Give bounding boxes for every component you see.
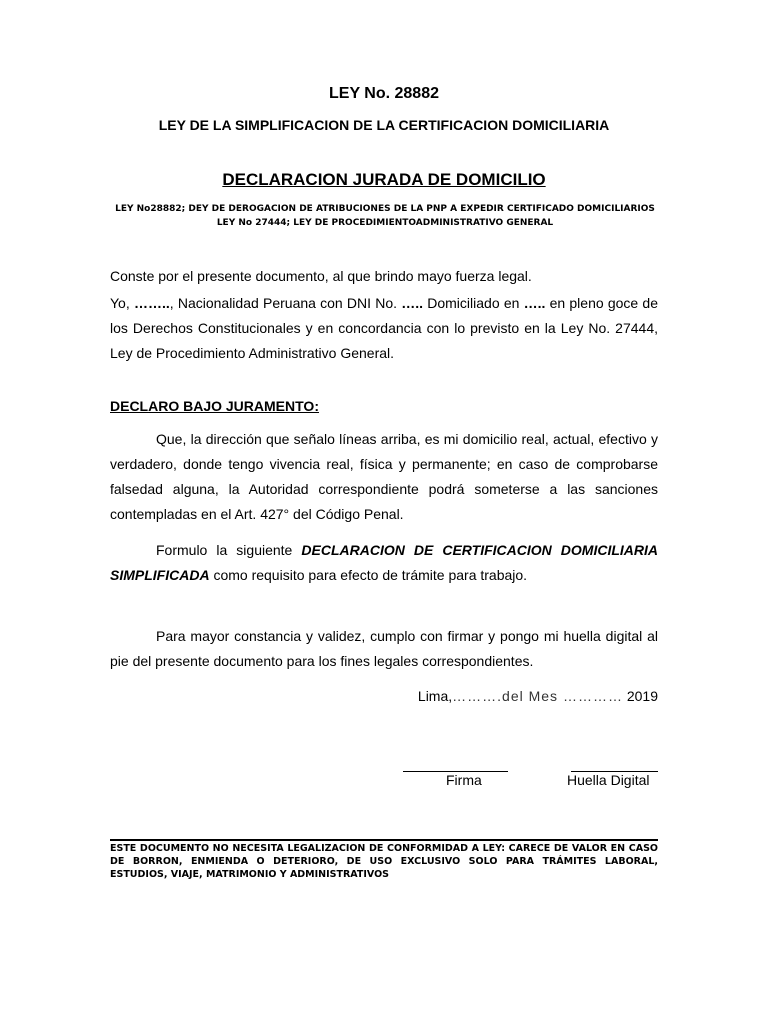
- document-title: DECLARACION JURADA DE DOMICILIO: [222, 170, 546, 189]
- date-line: [110, 684, 658, 709]
- law-number: LEY No. 28882: [329, 85, 439, 102]
- footer-note: ESTE DOCUMENTO NO NECESITA LEGALIZACION DE CONFORMIDAD A LEY: CARECE DE VALOR EN CASO DE BORRON, ENMIENDA O DETERIORO, DE USO EXCLUSIVO SOLO PARA TRÁMITES LABORAL, ESTUDIOS, VIAJE, MATRIMONIO Y ADMINISTRATIVOS: [110, 839, 658, 881]
- name-blank: ……..: [133, 295, 170, 311]
- yo-text-4: en pleno goce de los Derechos Constitucionales y en concordancia con lo previsto en la Ley No. 27444, Ley de Procedimiento Administrativo General.: [110, 295, 658, 361]
- dni-blank: …..: [401, 295, 424, 311]
- signature-label: Firma: [446, 772, 482, 788]
- declaro-heading: DECLARO BAJO JURAMENTO:: [110, 398, 319, 414]
- yo-text-3: Domiciliado en: [423, 295, 524, 311]
- para-paragraph: Para mayor constancia y validez, cumplo con firmar y pongo mi huella digital al pie del presente documento para los fines legales correspondientes.: [110, 628, 658, 669]
- yo-text-1: Yo,: [110, 295, 134, 311]
- fingerprint-label: Huella Digital: [567, 772, 650, 788]
- que-paragraph: Que, la dirección que señalo líneas arriba, es mi domicilio real, actual, efectivo y verdadero, donde tengo vivencia real, física y permanente; en caso de comprobarse falsedad alguna, la Autoridad correspondiente podrá someterse a las sanciones contempladas en el Art. 427° del Código Penal.: [110, 431, 658, 522]
- formulo-text-2: como requisito para efecto de trámite para trabajo.: [209, 567, 528, 583]
- legal-references: LEY No28882; DEY DE DEROGACION DE ATRIBUCIONES DE LA PNP A EXPEDIR CERTIFICADO DOMICILIARIOS LEY No 27444; LEY DE PROCEDIMIENTOADMINISTRATIVO GENERAL: [115, 204, 655, 228]
- city-label: Lima,: [417, 688, 453, 704]
- formulo-emphasis: DECLARACION DE CERTIFICACION DOMICILIARIA SIMPLIFICADA: [110, 542, 659, 583]
- day-blank: ……….: [452, 688, 503, 704]
- formulo-paragraph: [110, 538, 658, 588]
- address-blank: …..: [523, 295, 546, 311]
- formulo-text-1: Formulo la siguiente: [156, 542, 302, 558]
- month-blank: …………: [562, 688, 623, 704]
- year-label: 2019: [622, 688, 658, 704]
- conste-paragraph: Conste por el presente documento, al que brindo mayo fuerza legal.: [110, 268, 532, 284]
- law-title: LEY DE LA SIMPLIFICACION DE LA CERTIFICACION DOMICILIARIA: [158, 117, 610, 133]
- yo-paragraph: [110, 291, 658, 366]
- month-label: del Mes: [502, 688, 563, 704]
- yo-text-2: , Nacionalidad Peruana con DNI No.: [169, 295, 402, 311]
